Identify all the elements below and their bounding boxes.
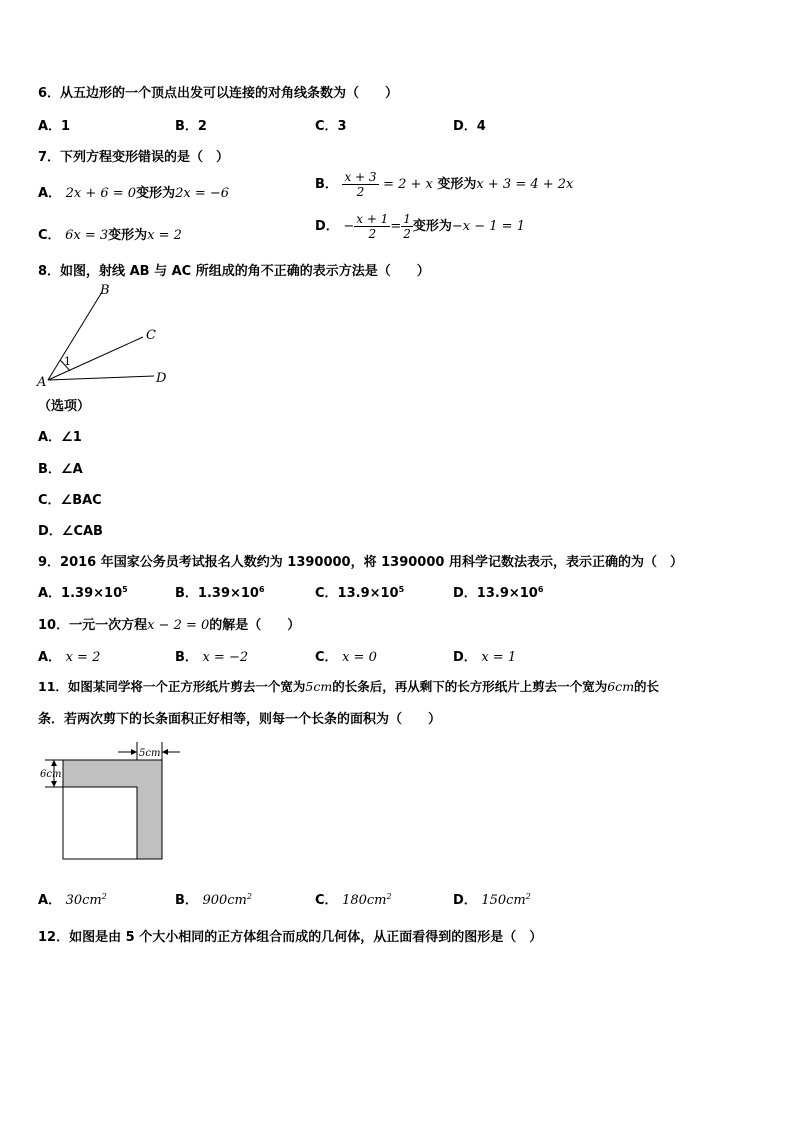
q7-c-mid: 变形为 bbox=[108, 228, 148, 243]
q9-stem: 9．2016 年国家公务员考试报名人数约为 1390000，将 1390000 用科学记数法表示，表示正确的为（ ） bbox=[38, 555, 683, 570]
q7-a-mid: 变形为 bbox=[136, 186, 176, 201]
q7-b-rhs: x + 3 = 4 + 2x bbox=[476, 177, 574, 192]
q11-width1: 5cm bbox=[305, 679, 333, 694]
q11-square-figure bbox=[40, 740, 190, 865]
q6-option-b: B．2 bbox=[175, 119, 207, 134]
arrowhead-left bbox=[131, 749, 137, 755]
label-6cm: 6cm bbox=[40, 769, 62, 780]
q9-b-exp: 6 bbox=[258, 585, 265, 594]
q8-option-b: B．∠A bbox=[38, 462, 83, 477]
q11-line1-mid: 的长条后，再从剩下的长方形纸片上剪去一个宽为 bbox=[332, 679, 608, 694]
q9-a-base: A．1.39×10 bbox=[38, 586, 123, 601]
q11-b-label: B． bbox=[175, 893, 198, 908]
q10-stem-pre: 10．一元一次方程 bbox=[38, 618, 148, 633]
q11-a-exp: 2 bbox=[101, 892, 107, 901]
q11-line1-pre: 11．如图某同学将一个正方形纸片剪去一个宽为 bbox=[38, 679, 306, 694]
q7-option-d bbox=[315, 212, 525, 241]
q7-c-label: C． bbox=[38, 228, 61, 243]
q7-option-a bbox=[38, 182, 229, 201]
label-c: C bbox=[146, 328, 156, 343]
q7-d-label: D． bbox=[315, 219, 339, 234]
q9-option-a bbox=[38, 582, 128, 601]
q10-a-value: x = 2 bbox=[65, 650, 101, 665]
q10-option-d bbox=[453, 646, 516, 665]
q7-d-neg: − bbox=[343, 219, 355, 234]
q6-stem: 6．从五边形的一个顶点出发可以连接的对角线条数为（ ） bbox=[38, 86, 399, 101]
q7-option-b bbox=[315, 170, 573, 199]
q7-d-mid: 变形为 bbox=[412, 219, 452, 234]
q7-a-rhs: 2x = −6 bbox=[175, 186, 230, 201]
q7-b-frac-den: 2 bbox=[356, 185, 365, 199]
q6-option-d: D．4 bbox=[453, 119, 486, 134]
q11-line1-post: 的长 bbox=[634, 679, 660, 694]
q10-d-label: D． bbox=[453, 650, 477, 665]
label-angle-1: 1 bbox=[64, 355, 71, 368]
q7-b-eq1: = 2 + x bbox=[383, 177, 433, 192]
q11-stem-line1 bbox=[38, 677, 659, 695]
label-5cm: 5cm bbox=[139, 748, 161, 759]
q6-option-a: A．1 bbox=[38, 119, 71, 134]
ray-ab bbox=[48, 292, 102, 380]
q11-d-exp: 2 bbox=[525, 892, 531, 901]
q11-a-label: A． bbox=[38, 893, 62, 908]
q10-stem bbox=[38, 614, 300, 633]
q9-a-exp: 5 bbox=[122, 585, 128, 594]
q7-d-rhs: −x − 1 = 1 bbox=[451, 219, 525, 234]
q11-d-label: D． bbox=[453, 893, 477, 908]
q7-b-label: B． bbox=[315, 177, 338, 192]
q7-d-fraction2 bbox=[401, 212, 413, 241]
q7-d-frac1-num: x + 1 bbox=[356, 212, 389, 226]
q7-b-frac-num: x + 3 bbox=[344, 170, 377, 184]
q11-option-d bbox=[453, 889, 531, 908]
q11-b-exp: 2 bbox=[246, 892, 252, 901]
q10-option-b bbox=[175, 646, 248, 665]
q7-b-mid: 变形为 bbox=[437, 177, 477, 192]
q11-option-b bbox=[175, 889, 252, 908]
q7-b-fraction bbox=[342, 170, 378, 199]
q9-c-base: C．13.9×10 bbox=[315, 586, 399, 601]
arrowhead-up bbox=[51, 760, 57, 766]
ray-ad bbox=[48, 376, 154, 380]
q7-a-label: A． bbox=[38, 186, 62, 201]
label-a: A bbox=[37, 375, 47, 390]
q10-stem-post: 的解是（ ） bbox=[209, 618, 301, 633]
q7-d-frac2-num: 1 bbox=[403, 212, 411, 226]
q10-d-value: x = 1 bbox=[481, 650, 517, 665]
q11-d-value: 150cm bbox=[481, 893, 526, 908]
q11-a-value: 30cm bbox=[65, 893, 102, 908]
label-b: B bbox=[100, 283, 110, 298]
q9-c-exp: 5 bbox=[398, 585, 405, 594]
q7-a-lhs: 2x + 6 = 0 bbox=[65, 186, 137, 201]
q10-option-c bbox=[315, 646, 377, 665]
q11-width2: 6cm bbox=[607, 679, 635, 694]
q11-option-c bbox=[315, 889, 392, 908]
q10-c-label: C． bbox=[315, 650, 338, 665]
q7-d-eq: = bbox=[390, 219, 402, 234]
q11-c-label: C． bbox=[315, 893, 338, 908]
q11-b-value: 900cm bbox=[202, 893, 247, 908]
q12-stem: 12．如图是由 5 个大小相同的正方体组合而成的几何体，从正面看得到的图形是（ ） bbox=[38, 930, 543, 945]
q7-option-c bbox=[38, 224, 182, 243]
q9-option-d bbox=[453, 582, 543, 601]
q7-stem: 7．下列方程变形错误的是（ ） bbox=[38, 150, 230, 165]
label-d: D bbox=[156, 371, 167, 386]
q9-option-b bbox=[175, 582, 265, 601]
ray-ac bbox=[48, 337, 143, 380]
q8-angle-figure bbox=[36, 280, 176, 390]
q11-c-exp: 2 bbox=[386, 892, 392, 901]
q10-option-a bbox=[38, 646, 100, 665]
q10-c-value: x = 0 bbox=[342, 650, 377, 665]
q9-b-base: B．1.39×10 bbox=[175, 586, 259, 601]
q8-caption: （选项） bbox=[38, 399, 91, 414]
q11-option-a bbox=[38, 889, 107, 908]
q8-stem: 8．如图，射线 AB 与 AC 所组成的角不正确的表示方法是（ ） bbox=[38, 264, 430, 279]
q8-option-c: C．∠BAC bbox=[38, 493, 102, 508]
q8-option-d: D．∠CAB bbox=[38, 524, 103, 539]
q7-d-frac2-den: 2 bbox=[403, 227, 411, 241]
q9-option-c bbox=[315, 582, 404, 601]
q9-d-exp: 6 bbox=[537, 585, 544, 594]
q9-d-base: D．13.9×10 bbox=[453, 586, 538, 601]
arrowhead-down bbox=[51, 781, 57, 787]
q10-stem-eq: x − 2 = 0 bbox=[147, 618, 210, 633]
q11-stem-line2: 条．若两次剪下的长条面积正好相等，则每一个长条的面积为（ ） bbox=[38, 712, 442, 727]
q7-d-fraction1 bbox=[354, 212, 390, 241]
q10-b-label: B． bbox=[175, 650, 198, 665]
q10-b-value: x = −2 bbox=[202, 650, 249, 665]
remaining-square bbox=[63, 787, 137, 859]
q6-option-c: C．3 bbox=[315, 119, 347, 134]
q10-a-label: A． bbox=[38, 650, 62, 665]
arrowhead-right bbox=[162, 749, 168, 755]
q7-d-frac1-den: 2 bbox=[368, 227, 377, 241]
q11-c-value: 180cm bbox=[342, 893, 387, 908]
q8-option-a: A．∠1 bbox=[38, 430, 82, 445]
q7-c-rhs: x = 2 bbox=[147, 228, 182, 243]
q7-c-lhs: 6x = 3 bbox=[65, 228, 109, 243]
